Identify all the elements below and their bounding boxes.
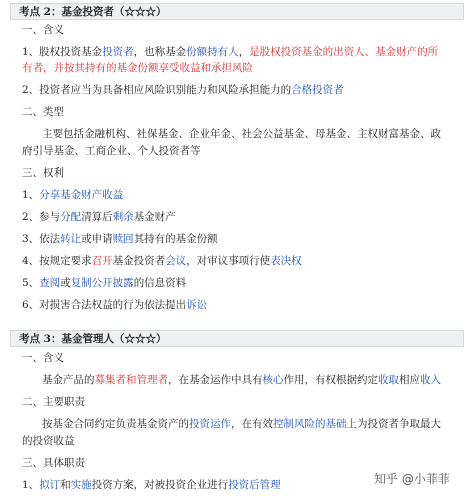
types-line-1: 主要包括金融机构、社保基金、企业年金、社会公益基金、母基金、主权财富基金、政	[42, 128, 441, 140]
right-item-1: 1、分享基金财产收益	[22, 189, 124, 201]
definition-line-1b: 有者，并按其持有的基金份额享受收益和承担风险	[22, 62, 253, 74]
right-item-5: 5、查阅或复制公开披露的信息资料	[22, 277, 187, 289]
types-line-2: 府引导基金、工商企业、个人投资者等	[22, 145, 201, 157]
heading-meaning-3: 一、含义	[22, 352, 64, 364]
specific-duty-1: 1、拟订和实施投资方案，对被投资企业进行投资后管理	[22, 479, 281, 491]
section-heading-point3: 考点 3：基金管理人（☆☆☆）	[10, 330, 464, 347]
heading-rights: 三、权利	[22, 167, 64, 179]
duty-line-1: 按基金合同约定负责基金资产的投资运作，在有效控制风险的基础上为投资者争取最大	[42, 418, 441, 430]
heading-specific-duties: 三、具体职责	[22, 457, 85, 469]
zhihu-watermark: 知乎 @小菲菲	[371, 469, 453, 488]
heading-main-duties: 二、主要职责	[22, 396, 85, 408]
right-item-4: 4、按规定要求召开基金投资者会议，对审议事项行使表决权	[22, 255, 302, 267]
section-heading-point2: 考点 2：基金投资者（☆☆☆）	[10, 3, 464, 20]
definition-line-1: 1、股权投资基金投资者，也称基金份额持有人，是股权投资基金的出资人、基金财产的所	[22, 46, 439, 58]
heading-types: 二、类型	[22, 106, 64, 118]
heading-meaning: 一、含义	[22, 24, 64, 36]
duty-line-2: 的投资收益	[22, 435, 75, 447]
right-item-2: 2、参与分配清算后剩余基金财产	[22, 211, 176, 223]
manager-definition: 基金产品的募集者和管理者，在基金运作中具有核心作用，有权根据约定收取相应收入	[42, 374, 441, 386]
definition-line-2: 2、投资者应当为具备相应风险识别能力和风险承担能力的合格投资者	[22, 84, 344, 96]
right-item-6: 6、对损害合法权益的行为依法提出诉讼	[22, 299, 208, 311]
right-item-3: 3、依法转让或申请赎回其持有的基金份额	[22, 233, 218, 245]
